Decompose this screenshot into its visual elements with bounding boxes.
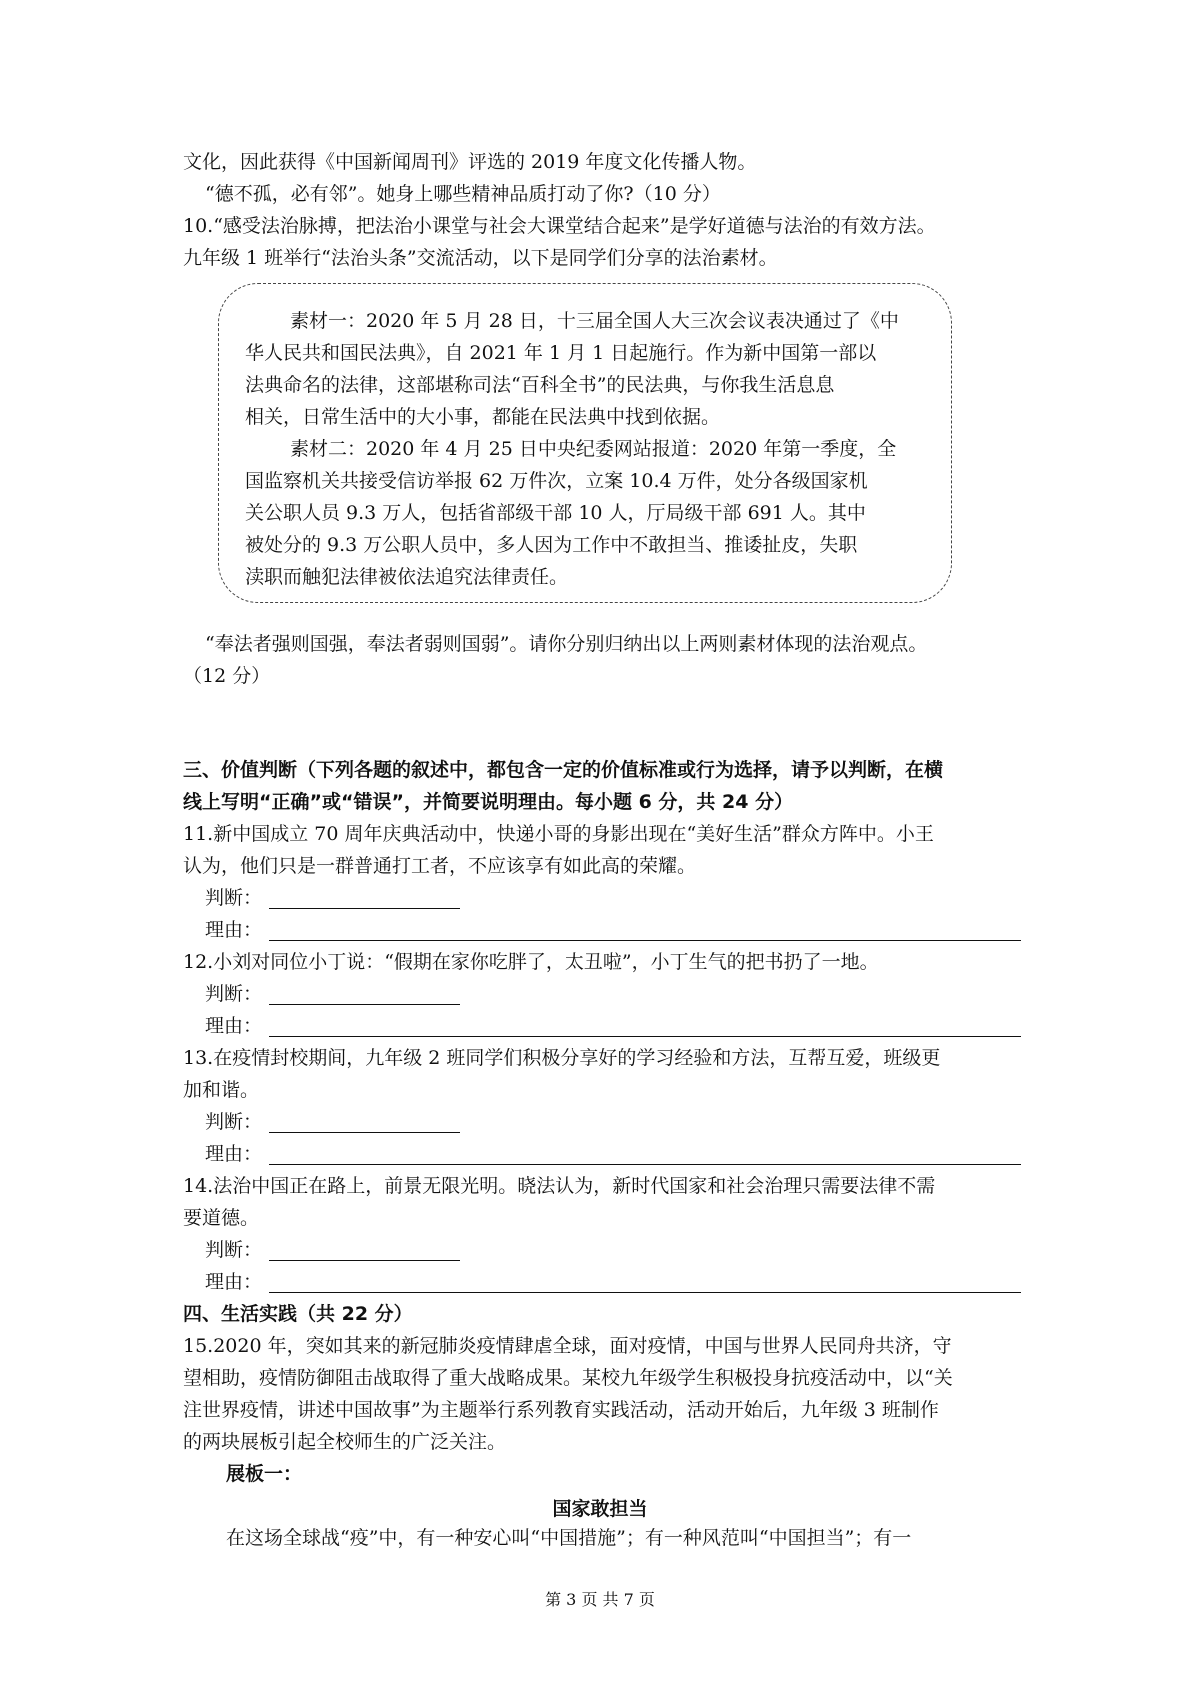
question-10-score: （12 分）: [183, 665, 271, 687]
section-4-heading: 四、生活实践（共 22 分）: [183, 1303, 413, 1325]
material-line: 素材二：2020 年 4 月 25 日中央纪委网站报道：2020 年第一季度，全: [290, 438, 897, 460]
question-11-line: 认为，他们只是一群普通打工者，不应该享有如此高的荣耀。: [183, 855, 697, 877]
material-line: 相关，日常生活中的大小事，都能在民法典中找到依据。: [245, 406, 721, 428]
judgment-answer-line[interactable]: [269, 1132, 460, 1133]
reason-label: 理由：: [205, 1271, 263, 1293]
page-footer: 第 3 页 共 7 页: [545, 1590, 655, 1609]
board-1-text: 在这场全球战“疫”中，有一种安心叫“中国措施”；有一种风范叫“中国担当”；有一: [226, 1527, 912, 1549]
material-line: 素材一：2020 年 5 月 28 日，十三届全国人大三次会议表决通过了《中: [290, 310, 899, 332]
question-10-prompt: “奉法者强则国强，奉法者弱则国弱”。请你分别归纳出以上两则素材体现的法治观点。: [205, 633, 928, 655]
section-3-heading: 三、价值判断（下列各题的叙述中，都包含一定的价值标准或行为选择，请予以判断，在横: [183, 759, 944, 781]
judgment-answer-line[interactable]: [269, 1004, 460, 1005]
question-15-line: 注世界疫情，讲述中国故事”为主题举行系列教育实践活动，活动开始后，九年级 3 班制作: [183, 1399, 939, 1421]
judgment-label: 判断：: [205, 887, 263, 909]
judgment-label: 判断：: [205, 1239, 263, 1261]
question-12-line: 12.小刘对同位小丁说：“假期在家你吃胖了，太丑啦”，小丁生气的把书扔了一地。: [183, 951, 879, 973]
paragraph-line: 文化，因此获得《中国新闻周刊》评选的 2019 年度文化传播人物。: [183, 151, 757, 173]
question-13-line: 加和谐。: [183, 1079, 260, 1101]
material-line: 渎职而触犯法律被依法追究法律责任。: [245, 566, 569, 588]
question-14-line: 要道德。: [183, 1207, 260, 1229]
judgment-label: 判断：: [205, 1111, 263, 1133]
section-3-heading: 线上写明“正确”或“错误”，并简要说明理由。每小题 6 分，共 24 分）: [183, 791, 794, 813]
reason-label: 理由：: [205, 1143, 263, 1165]
material-line: 华人民共和国民法典》，自 2021 年 1 月 1 日起施行。作为新中国第一部以: [245, 342, 877, 364]
reason-answer-line[interactable]: [269, 1036, 1021, 1037]
reason-answer-line[interactable]: [269, 940, 1021, 941]
material-line: 被处分的 9.3 万公职人员中，多人因为工作中不敢担当、推诿扯皮，失职: [245, 534, 858, 556]
question-10-line: 10.“感受法治脉搏，把法治小课堂与社会大课堂结合起来”是学好道德与法治的有效方法。: [183, 215, 936, 237]
judgment-answer-line[interactable]: [269, 908, 460, 909]
question-prompt: “德不孤，必有邻”。她身上哪些精神品质打动了你?（10 分）: [205, 183, 721, 205]
board-1-label: 展板一：: [226, 1463, 303, 1485]
board-1-title: 国家敢担当: [552, 1498, 648, 1520]
reason-label: 理由：: [205, 1015, 263, 1037]
judgment-label: 判断：: [205, 983, 263, 1005]
question-10-line: 九年级 1 班举行“法治头条”交流活动，以下是同学们分享的法治素材。: [183, 247, 778, 269]
reason-answer-line[interactable]: [269, 1164, 1021, 1165]
reason-label: 理由：: [205, 919, 263, 941]
material-line: 法典命名的法律，这部堪称司法“百科全书”的民法典，与你我生活息息: [245, 374, 835, 396]
question-15-line: 的两块展板引起全校师生的广泛关注。: [183, 1431, 507, 1453]
reason-answer-line[interactable]: [269, 1292, 1021, 1293]
question-15-line: 15.2020 年，突如其来的新冠肺炎疫情肆虐全球，面对疫情，中国与世界人民同舟共济，守: [183, 1335, 952, 1357]
question-14-line: 14.法治中国正在路上，前景无限光明。晓法认为，新时代国家和社会治理只需要法律不需: [183, 1175, 936, 1197]
question-13-line: 13.在疫情封校期间，九年级 2 班同学们积极分享好的学习经验和方法，互帮互爱，班级更: [183, 1047, 941, 1069]
question-15-line: 望相助，疫情防御阻击战取得了重大战略成果。某校九年级学生积极投身抗疫活动中，以“关: [183, 1367, 953, 1389]
material-line: 国监察机关共接受信访举报 62 万件次，立案 10.4 万件，处分各级国家机: [245, 470, 868, 492]
judgment-answer-line[interactable]: [269, 1260, 460, 1261]
material-line: 关公职人员 9.3 万人，包括省部级干部 10 人，厅局级干部 691 人。其中: [245, 502, 866, 524]
question-11-line: 11.新中国成立 70 周年庆典活动中，快递小哥的身影出现在“美好生活”群众方阵中。小王: [183, 823, 934, 845]
